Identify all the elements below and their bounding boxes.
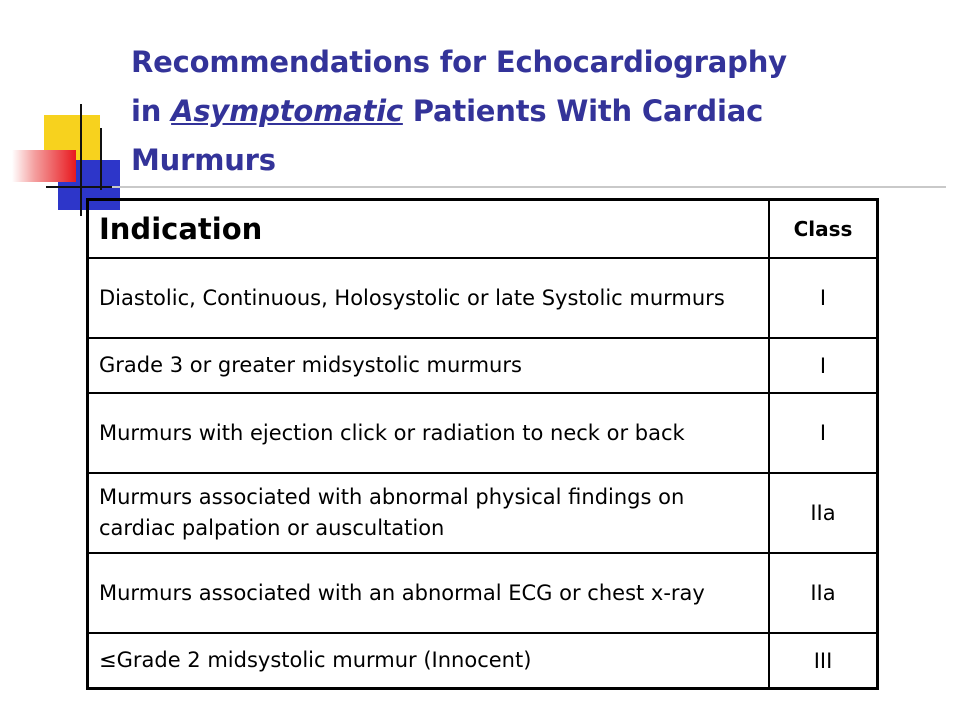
- header-indication: Indication: [88, 200, 770, 259]
- title-line-1: Recommendations for Echocardiography: [131, 45, 787, 79]
- table-header-row: [88, 200, 878, 259]
- indication-cell: Grade 3 or greater midsystolic murmurs: [88, 338, 770, 393]
- decorative-vertical-line: [100, 128, 102, 190]
- table-row: [88, 393, 878, 473]
- slide-title: [131, 38, 911, 185]
- title-line-3: Murmurs: [131, 143, 276, 177]
- indication-cell: Murmurs with ejection click or radiation to neck or back: [88, 393, 770, 473]
- class-cell: I: [769, 338, 878, 393]
- recommendations-table: [86, 198, 879, 690]
- table-row: [88, 473, 878, 553]
- decorative-horizontal-line: [46, 186, 116, 188]
- class-cell: I: [769, 393, 878, 473]
- indication-cell: Murmurs associated with abnormal physical findings on cardiac palpation or auscultation: [88, 473, 770, 553]
- title-emphasis: Asymptomatic: [171, 94, 403, 128]
- title-line-2-prefix: in: [131, 94, 172, 128]
- class-cell: I: [769, 258, 878, 338]
- class-cell: IIa: [769, 553, 878, 633]
- decorative-red-gradient-bar: [12, 150, 76, 182]
- decorative-vertical-line: [80, 104, 82, 216]
- table-row: [88, 553, 878, 633]
- table-row: [88, 633, 878, 689]
- title-line-2-suffix: Patients With Cardiac: [402, 94, 764, 128]
- class-cell: IIa: [769, 473, 878, 553]
- class-cell: III: [769, 633, 878, 689]
- indication-cell: Diastolic, Continuous, Holosystolic or late Systolic murmurs: [88, 258, 770, 338]
- table-row: [88, 338, 878, 393]
- indication-cell: Murmurs associated with an abnormal ECG or chest x-ray: [88, 553, 770, 633]
- title-divider-rule: [112, 186, 946, 188]
- indication-cell: ≤Grade 2 midsystolic murmur (Innocent): [88, 633, 770, 689]
- header-class: Class: [769, 200, 878, 259]
- table-row: [88, 258, 878, 338]
- title-line-2: [131, 87, 911, 136]
